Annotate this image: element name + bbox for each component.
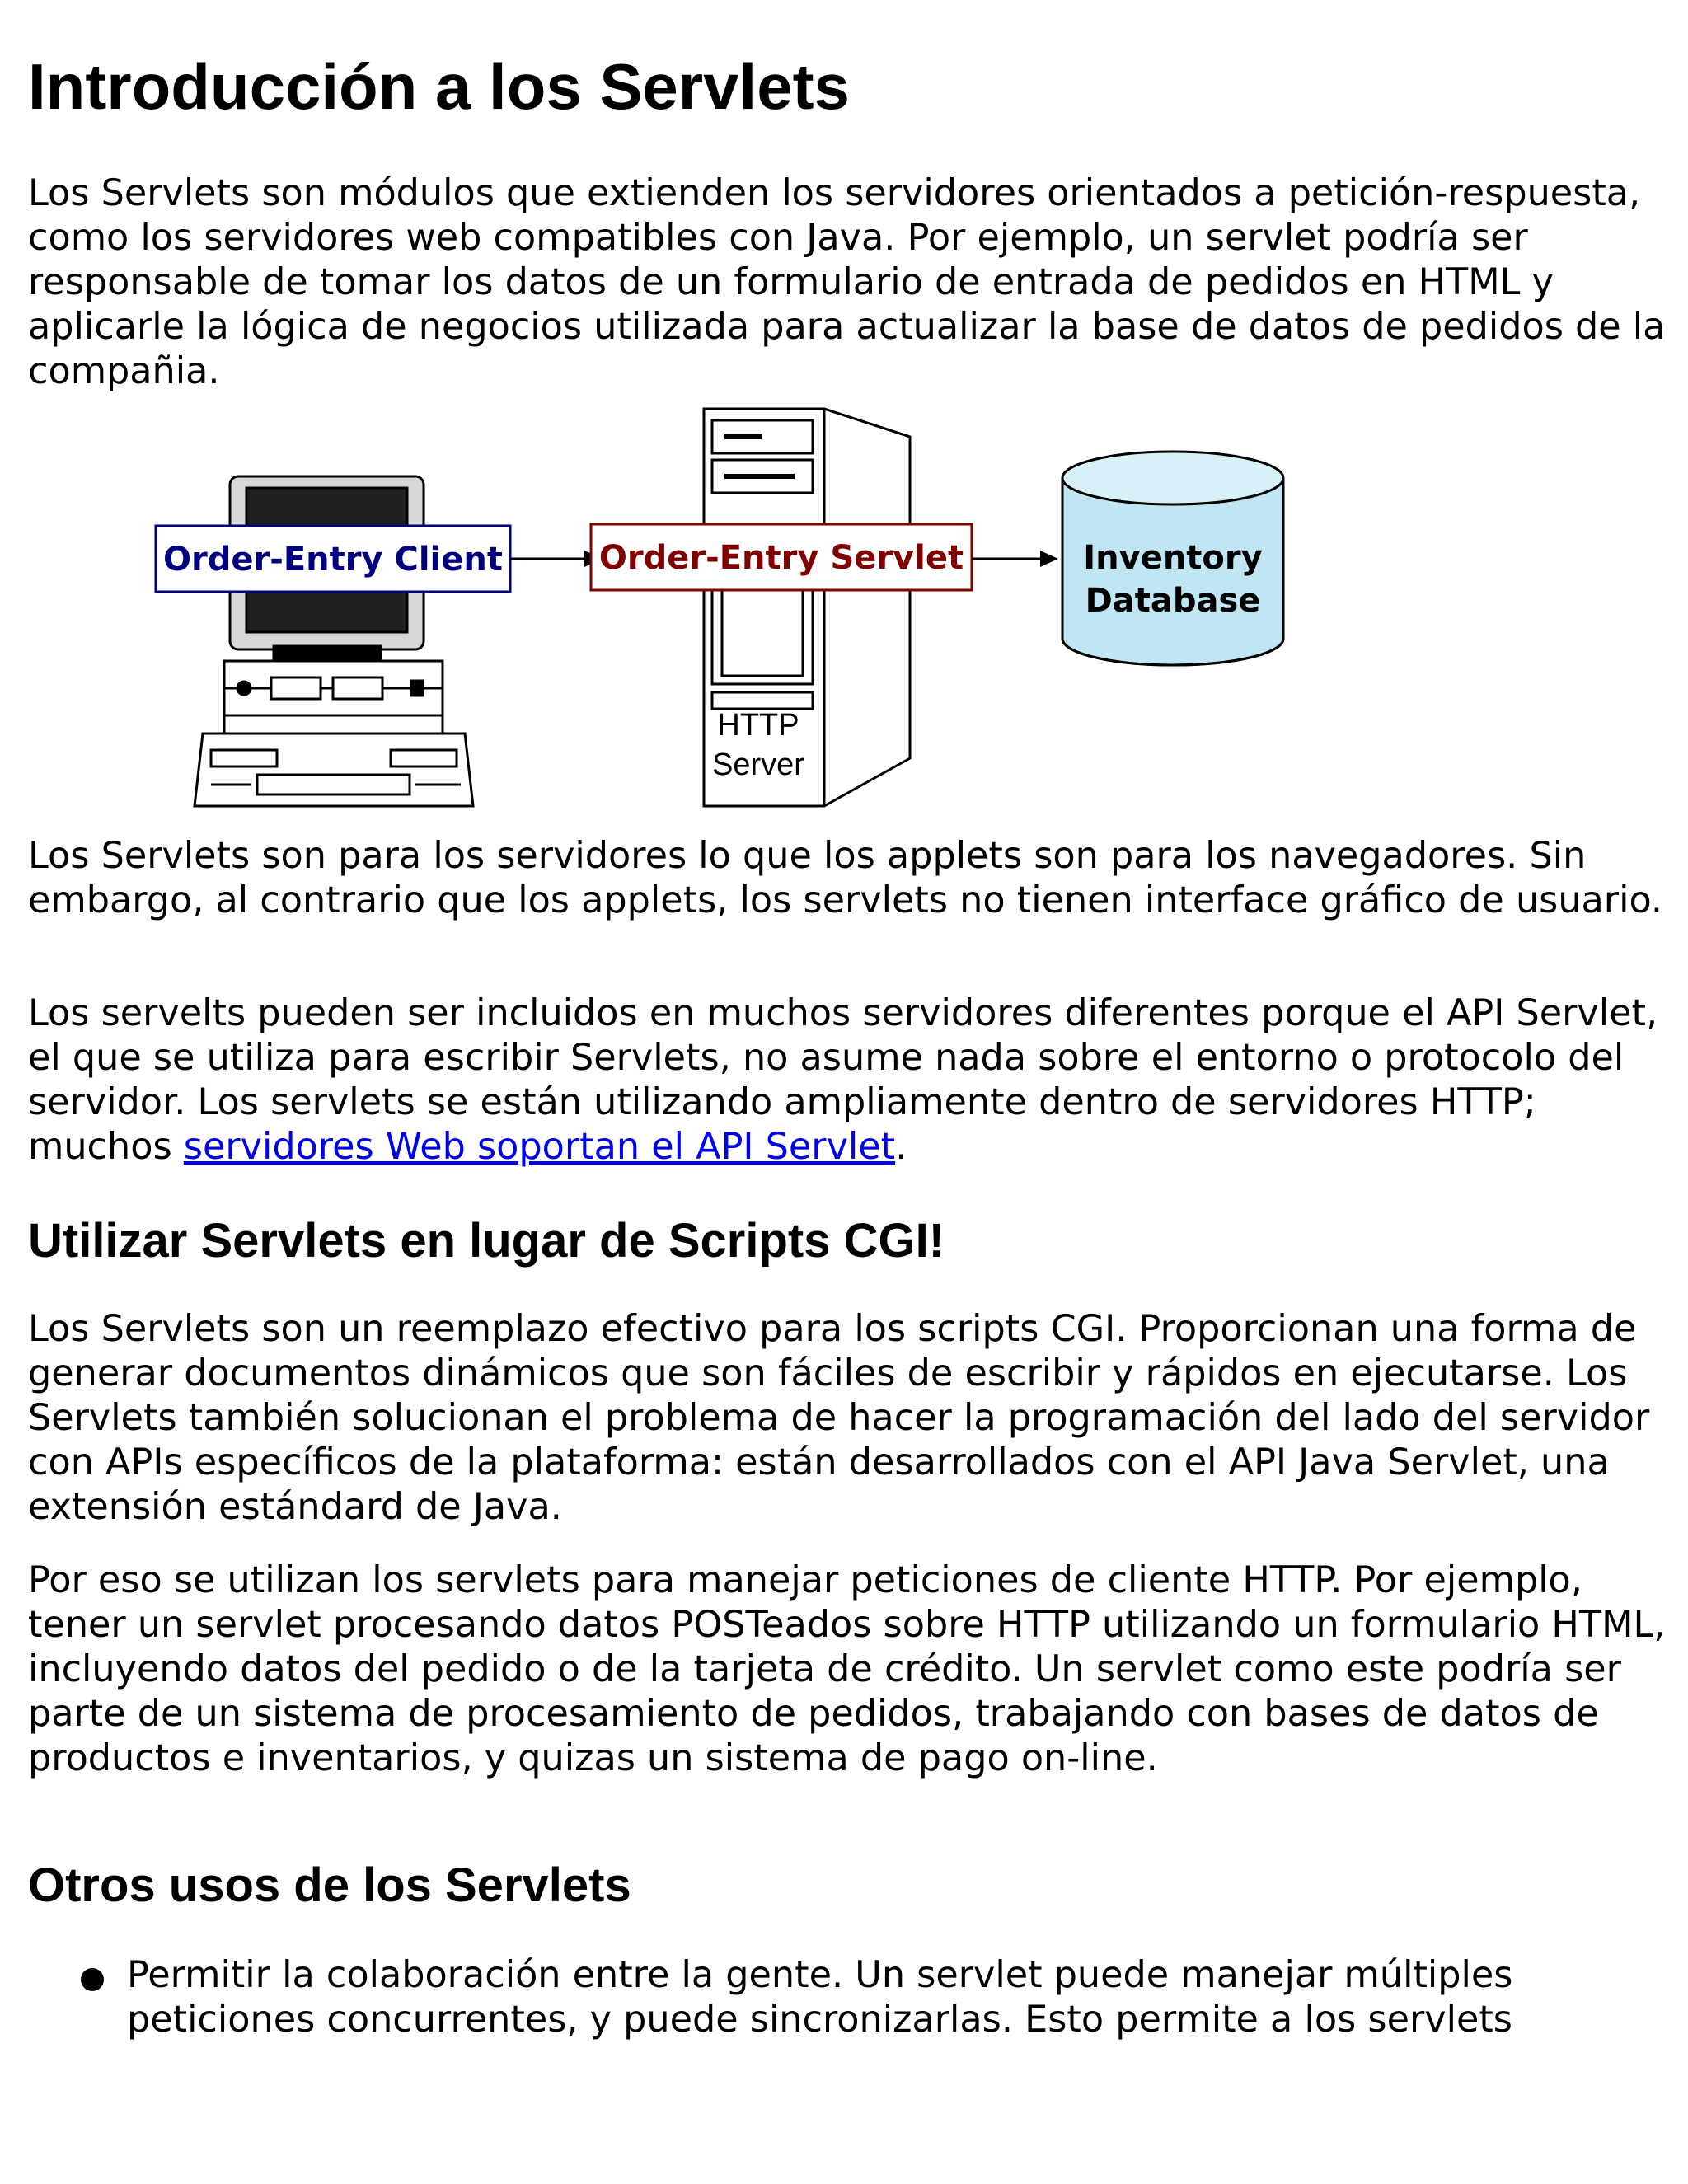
cgi-section-heading: Utilizar Servlets en lugar de Scripts CGI! [28,1214,945,1268]
server-label-line2: Server [712,748,804,782]
bullet-marker [81,1968,104,1991]
server-tower-icon [704,409,910,806]
http-requests-paragraph: Por eso se utilizan los servlets para manejar peticiones de cliente HTTP. Por ejemplo, tener un servlet procesando datos POSTeados sobre HTTP utilizando un formulario HTML, incluyendo datos del pedido o de la tarjeta de crédito. Un servlet como este podría ser parte de un sistema de procesamiento de pedidos, trabajando con bases de datos de productos e inventarios, y quizas un sistema de pago on-line. [28,1559,1666,1779]
servlet-architecture-diagram [135,404,1322,816]
api-servlet-period: . [895,1126,907,1168]
api-servlet-text: Los servelts pueden ser incluidos en muchos servidores diferentes porque el API Servlet, el que se utiliza para escribir Servlets, no asume nada sobre el entorno o protocolo del servidor. Los servlets se están utilizando ampliamente dentro de servidores HTTP; muchos [28,992,1658,1168]
api-servlet-paragraph [28,991,1668,1169]
other-uses-heading: Otros usos de los Servlets [28,1858,631,1912]
client-label: Order-Entry Client [163,541,503,579]
servlet-label: Order-Entry Servlet [598,539,964,577]
servlet-support-link[interactable]: servidores Web soportan el API Servlet [183,1126,896,1168]
database-label-line1: Inventory [1083,539,1263,577]
server-label-line1: HTTP [717,708,799,743]
arrow-servlet-to-database [972,551,1058,567]
list-item: Permitir la colaboración entre la gente. Un servlet puede manejar múltiples peticiones concurrentes, y puede sincronizarlas. Esto permite a los servlets [127,1954,1513,2041]
database-label-line2: Database [1085,582,1261,620]
page-title: Introducción a los Servlets [28,50,850,123]
intro-paragraph: Los Servlets son módulos que extienden los servidores orientados a petición-respuesta, como los servidores web compatibles con Java. Por ejemplo, un servlet podría ser responsable de tomar los datos de un formulario de entrada de pedidos en HTML y aplicarle la lógica de negocios utilizada para actualizar la base de datos de pedidos de la compañia. [28,172,1666,392]
arrow-client-to-servlet [510,551,603,567]
cgi-replacement-paragraph: Los Servlets son un reemplazo efectivo para los scripts CGI. Proporcionan una forma de generar documentos dinámicos que son fáciles de escribir y rápidos en ejecutarse. Los Servlets también solucionan el problema de hacer la programación del lado del servidor con APIs específicos de la plataforma: están desarrollados con el API Java Servlet, una extensión estándard de Java. [28,1308,1650,1528]
applets-comparison-paragraph: Los Servlets son para los servidores lo que los applets son para los navegadores. Sin embargo, al contrario que los applets, los servlets no tienen interface gráfico de usuario. [28,835,1663,921]
